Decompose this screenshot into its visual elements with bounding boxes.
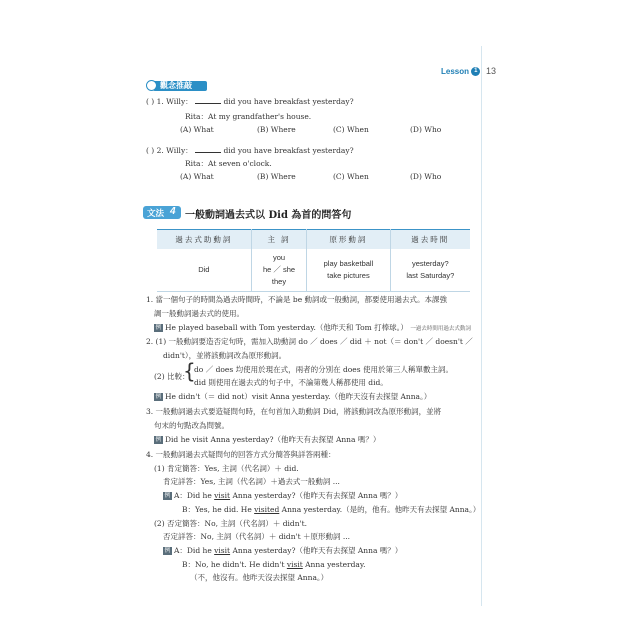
note-3-line-1: 3. 一般動詞過去式要造疑問句時，在句首加入助動詞 Did，將該動詞改為原形動詞，並將 [146, 407, 442, 416]
q1-option-a[interactable]: (A) What [180, 125, 214, 134]
note-1-line-1: 1. 當一個句子的時間為過去時間時，不論是 be 動詞或一般動詞，都要使用過去式。本課強 [146, 295, 448, 304]
example-icon: 例 [155, 324, 162, 331]
answer-blank[interactable] [195, 96, 221, 104]
q2-option-b[interactable]: (B) Where [257, 172, 296, 181]
q1-option-d[interactable]: (D) Who [410, 125, 442, 134]
lesson-number-badge: 1 [471, 67, 480, 76]
table-header-aux: 過去式助動詞 [157, 230, 251, 250]
note-4-p1-b: 肯定詳答：Yes, 主詞（代名詞）＋過去式一般動詞 ... [163, 477, 340, 486]
example-icon: 例 [155, 436, 162, 443]
question-2: ( ) 2. Willy： did you have breakfast yesterday? [146, 146, 354, 155]
note-2-compare-1: do ／ does 均使用於現在式，兩者的分別在 does 使用於第三人稱單數主詞。 [194, 365, 453, 374]
cell-verbs: play basketball take pictures [307, 249, 390, 292]
grammar-section-tag: 文法 4 [143, 206, 181, 219]
q1-option-b[interactable]: (B) Where [257, 125, 296, 134]
note-4-ex2-b-translation: （不，他沒有。他昨天沒去探望 Anna。） [190, 573, 329, 582]
note-4-ex2-a: 例 A：Did he visit Anna yesterday?（他昨天有去探望 Anna 嗎？） [164, 546, 403, 555]
note-2-example: 例 He didn't（＝ did not）visit Anna yesterday.（他昨天沒有去探望 Anna。） [155, 392, 432, 401]
cell-subjects: you he ／ she they [251, 249, 307, 292]
question-2-reply: Rita：At seven o'clock. [185, 159, 272, 168]
note-4-line-1: 4. 一般動詞過去式疑問句的回答方式分簡答與詳答兩種： [146, 450, 336, 459]
note-4-p2-a: (2) 否定簡答：No, 主詞（代名詞）＋ didn't. [154, 519, 308, 528]
example-icon: 例 [155, 393, 162, 400]
note-4-ex1-b: B：Yes, he did. He visited Anna yesterday.（是的，他有。他昨天有去探望 Anna。） [182, 505, 481, 514]
table-header-time: 過去時間 [390, 230, 470, 250]
q1-option-c[interactable]: (C) When [333, 125, 369, 134]
note-1-example: 例 He played baseball with Tom yesterday.（他昨天和 Tom 打棒球。） 一過去時間用過去式動詞 [155, 323, 471, 332]
grammar-title: 一般動詞過去式以 Did 為首的問答句 [185, 210, 352, 221]
note-3-example: 例 Did he visit Anna yesterday?（他昨天有去探望 Anna 嗎？） [155, 435, 381, 444]
lesson-text: Lesson [441, 67, 470, 76]
concept-tag-label: 觀念推敲 [160, 80, 192, 90]
margin-rule [481, 46, 482, 606]
cell-times: yesterday? last Saturday? [390, 249, 470, 292]
concept-section-tag [146, 80, 208, 91]
example-icon: 例 [164, 547, 171, 554]
note-1-annotation: 一過去時間用過去式動詞 [410, 326, 471, 332]
q2-option-c[interactable]: (C) When [333, 172, 369, 181]
q2-option-d[interactable]: (D) Who [410, 172, 442, 181]
answer-blank[interactable] [195, 145, 221, 153]
note-1-line-2: 調一般動詞過去式的使用。 [154, 309, 244, 318]
note-3-line-2: 句末的句點改為問號。 [154, 421, 229, 430]
note-4-p2-b: 否定詳答：No, 主詞（代名詞）＋ didn't ＋原形動詞 ... [163, 532, 351, 541]
lesson-label [441, 67, 480, 76]
question-1: ( ) 1. Willy： did you have breakfast yesterday? [146, 97, 354, 106]
table-row [157, 249, 470, 292]
table-header-subject: 主 詞 [251, 230, 307, 250]
brace-icon: { [183, 359, 196, 383]
note-4-p1-a: (1) 肯定簡答：Yes, 主詞（代名詞）＋ did. [154, 464, 299, 473]
page-number: 13 [486, 66, 497, 76]
example-icon: 例 [164, 492, 171, 499]
table-header-verb: 原形動詞 [307, 230, 390, 250]
note-4-ex1-a: 例 A：Did he visit Anna yesterday?（他昨天有去探望 Anna 嗎？） [164, 491, 403, 500]
note-2-line-1: 2. (1) 一般動詞要造否定句時，需加入助動詞 do ／ does ／ did ＋ not（＝ don't ／ doesn't ／ [146, 337, 473, 346]
note-2-compare-2: did 則使用在過去式的句子中，不論第幾人稱都使用 did。 [194, 378, 388, 387]
note-2-compare-label: (2) 比較： [154, 372, 190, 381]
magnifier-icon [146, 80, 157, 91]
note-4-ex2-b: B：No, he didn't. He didn't visit Anna yesterday. [182, 560, 366, 569]
q2-option-a[interactable]: (A) What [180, 172, 214, 181]
cell-aux: Did [198, 265, 210, 274]
question-1-reply: Rita：At my grandfather's house. [185, 112, 312, 121]
grammar-table [157, 229, 470, 292]
note-2-line-2: didn't），並將該動詞改為原形動詞。 [163, 351, 287, 360]
